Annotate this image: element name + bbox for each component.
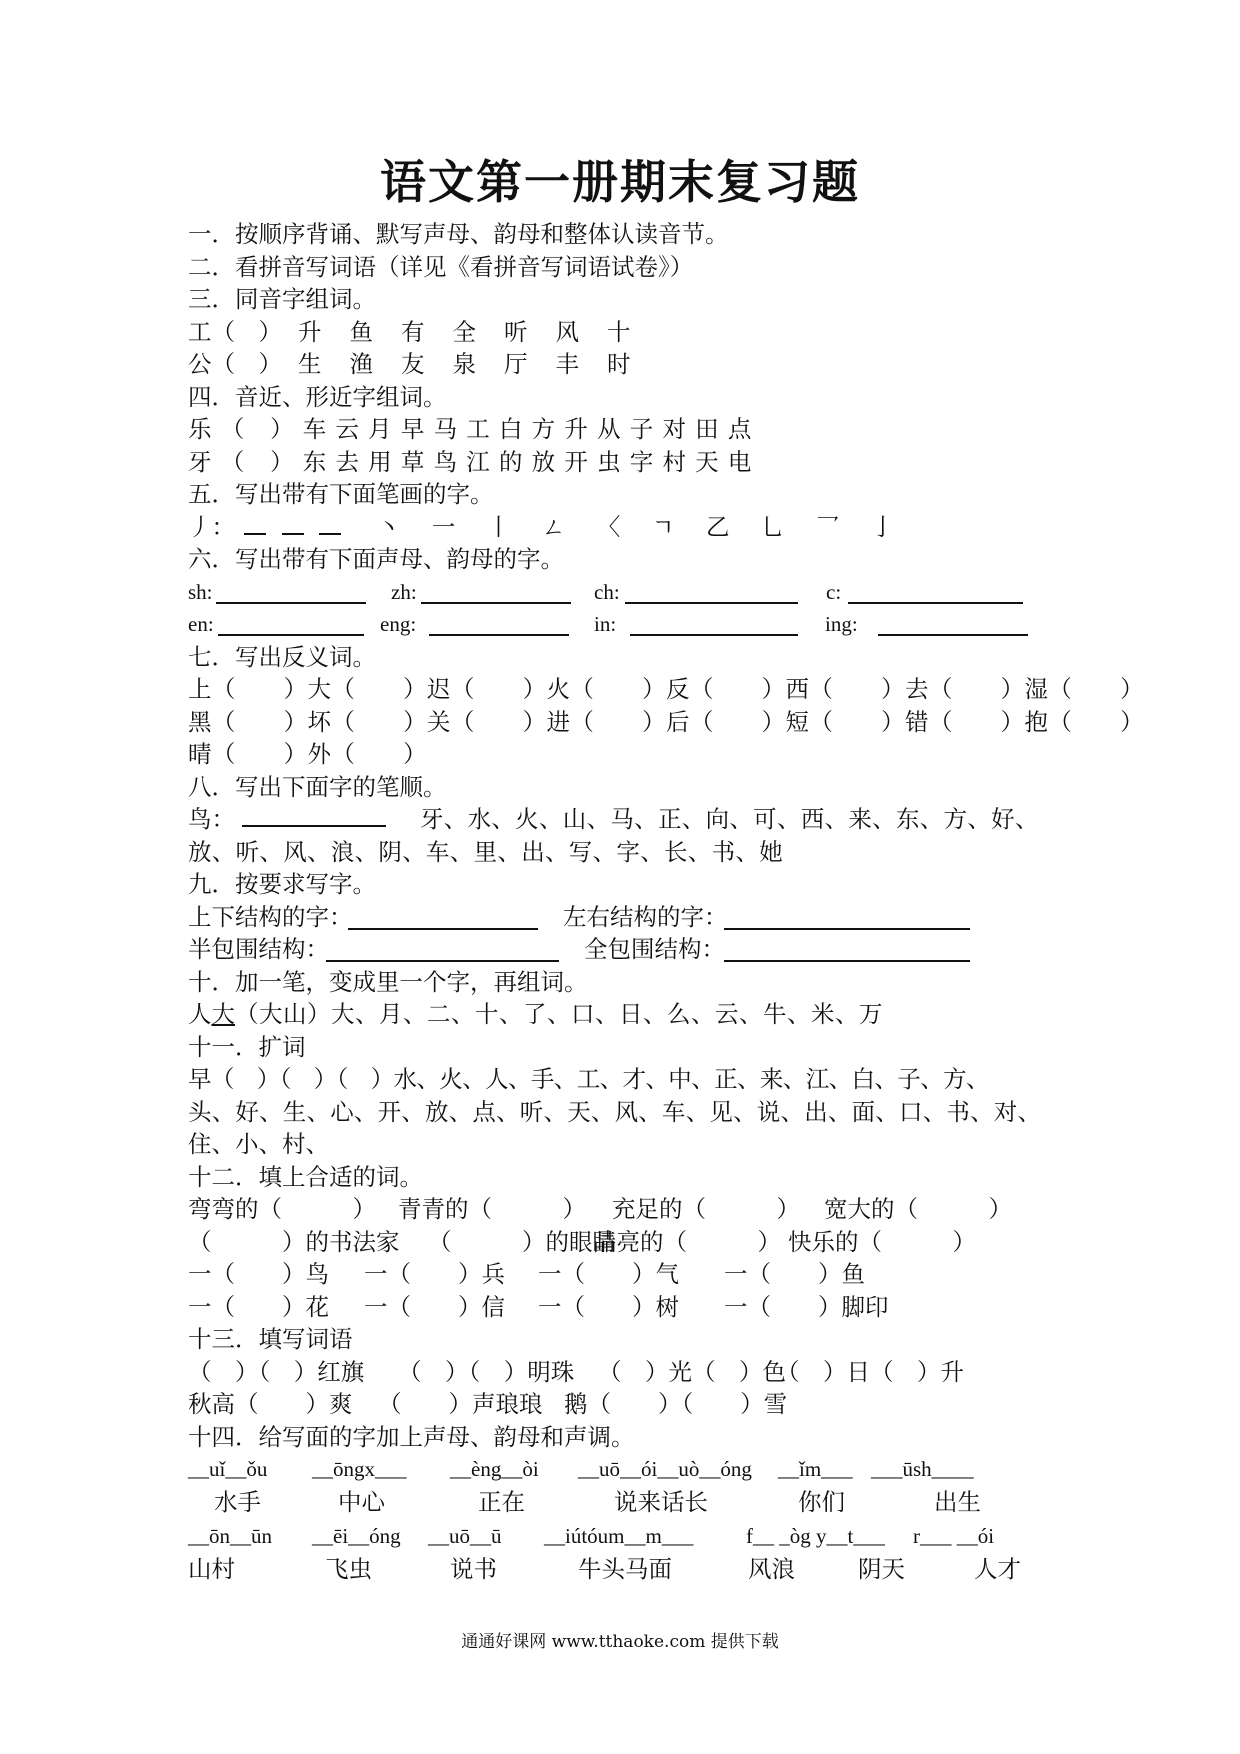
field-label: en: (188, 612, 214, 636)
word: 说来话长 (614, 1487, 708, 1516)
phrase: 秋高（ ）爽 (188, 1390, 353, 1418)
answer-blank[interactable] (282, 511, 304, 535)
section-4-row-1: 乐（ ）车云月早马工白方升从子对田点 (188, 415, 761, 443)
answer-blank[interactable] (878, 612, 1028, 636)
pinyin-blank: __uǐ__ǒu (188, 1457, 268, 1481)
field-label: 全包围结构： (584, 935, 725, 963)
section-3-row-2 (188, 348, 1068, 381)
phrase: 一（ ）兵 (364, 1260, 505, 1288)
page-title: 语文第一册期末复习题 (380, 155, 860, 209)
row-label: 工（ ） (188, 317, 282, 346)
char-list: 牙、水、火、山、马、正、向、可、西、来、东、方、好、 (419, 805, 1039, 833)
phrase: （ ）光（ ）色 (598, 1357, 786, 1386)
section-14-pinyin-row-2 (188, 1520, 1068, 1553)
section-12-row-2 (188, 1226, 1068, 1259)
field-label: eng: (380, 612, 417, 636)
section-13-heading: 十三．填写词语 (188, 1325, 353, 1353)
phrase: （ ）日（ ）升 (776, 1357, 964, 1386)
section-3-heading: 三．同音字组词。 (188, 285, 376, 313)
section-5-heading: 五．写出带有下面笔画的字。 (188, 480, 494, 508)
field-label: 上下结构的字： (188, 902, 353, 931)
answer-blank[interactable] (630, 612, 798, 636)
answer-blank[interactable] (216, 580, 366, 604)
word: 正在 (478, 1487, 525, 1516)
phrase: 充足的（ ） (612, 1195, 800, 1223)
pinyin-blank: __èng__òi (450, 1457, 539, 1481)
phrase: 一（ ）花 (188, 1292, 329, 1321)
section-4-row-2: 牙（ ）东去用草鸟江的放开虫字村天电 (188, 447, 761, 476)
phrase: （ ）的眼睛 (428, 1227, 616, 1256)
phrase: 一（ ）气 (538, 1260, 679, 1288)
field-label: zh: (391, 579, 417, 604)
answer-blank[interactable] (348, 906, 538, 930)
pinyin-blank: __ǐm___ (778, 1457, 853, 1481)
answer-blank[interactable] (625, 580, 798, 604)
field-label: in: (594, 612, 617, 636)
pinyin-blank: __iútóum__m___ (544, 1524, 694, 1548)
word: 水手 (214, 1487, 261, 1516)
answer-blank[interactable] (218, 612, 364, 636)
phrase: （ ）声琅琅 (378, 1390, 543, 1418)
footer-credit: 通通好课网 www.tthaoke.com 提供下载 (461, 1632, 779, 1652)
answer-blank[interactable] (724, 938, 970, 962)
word: 中心 (338, 1487, 385, 1516)
pinyin-blank: __ōn__ūn (188, 1524, 272, 1548)
section-5-strokes (188, 511, 1068, 544)
section-12-heading: 十二．填上合适的词。 (188, 1162, 423, 1191)
section-10-heading: 十．加一笔，变成里一个字，再组词。 (188, 967, 588, 996)
answer-blank[interactable] (848, 580, 1023, 604)
word: 牛头马面 (578, 1554, 672, 1583)
section-11-row-2: 头、好、生、心、开、放、点、听、天、风、车、见、说、出、面、口、书、对、 (188, 1097, 1042, 1126)
section-13-row-1 (188, 1356, 1068, 1389)
answer-blank[interactable] (319, 511, 341, 535)
pinyin-blank: ___ūsh____ (871, 1457, 974, 1481)
answer-blank[interactable] (326, 938, 559, 962)
pinyin-blank: __ēi__óng (312, 1524, 401, 1548)
section-8-row-2: 放、听、风、浪、阴、车、里、出、写、字、长、书、她 (188, 837, 783, 866)
section-14-pinyin-row-1 (188, 1453, 1068, 1486)
pinyin-blank: f__ _òg y__t___ (746, 1524, 885, 1548)
pinyin-blank: __ōngx___ (312, 1457, 407, 1481)
section-7-row-2: 黑（ ）坏（ ）关（ ）进（ ）后（ ）短（ ）错（ ）抱（ ） (188, 707, 1144, 736)
answer-blank[interactable] (421, 580, 571, 604)
word: 人才 (974, 1554, 1021, 1583)
phrase: 晶亮的（ ） (593, 1227, 781, 1256)
section-7-row-1: 上（ ）大（ ）迟（ ）火（ ）反（ ）西（ ）去（ ）湿（ ） (188, 675, 1144, 703)
word: 出生 (934, 1487, 981, 1516)
field-label: sh: (188, 579, 213, 604)
field-label: 半包围结构： (188, 935, 329, 963)
section-1-heading: 一．按顺序背诵、默写声母、韵母和整体认读音节。 (188, 220, 729, 248)
section-6-row-1 (188, 576, 1068, 609)
char-list: （大山）大、月、二、十、了、口、日、么、云、牛、米、万 (235, 1000, 883, 1028)
section-14-chars-row-2 (188, 1553, 1068, 1586)
char-list: 升鱼有全听风十 (298, 317, 659, 346)
answer-blank[interactable] (429, 612, 569, 636)
answer-blank[interactable] (244, 511, 266, 535)
first-stroke-label: 丿： (188, 512, 235, 541)
section-7-heading: 七．写出反义词。 (188, 642, 376, 671)
section-13-row-2 (188, 1388, 1068, 1421)
phrase: 一（ ）鱼 (724, 1260, 865, 1288)
phrase: （ ）的书法家 (188, 1227, 400, 1256)
phrase: 一（ ）脚印 (724, 1292, 889, 1321)
section-14-heading: 十四．给写面的字加上声母、韵母和声调。 (188, 1422, 635, 1451)
row-label: 公（ ） (188, 350, 282, 378)
phrase: 青青的（ ） (398, 1195, 586, 1223)
phrase: （ ）（ ）明珠 (398, 1357, 575, 1386)
char-list: 生渔友泉厅丰时 (298, 350, 659, 378)
section-9-row-1 (188, 901, 1068, 934)
section-14-chars-row-1 (188, 1486, 1068, 1519)
pinyin-blank: r___ __ói (913, 1524, 995, 1548)
section-8-row-1 (188, 803, 1068, 836)
word: 说书 (450, 1554, 497, 1583)
field-label: ing: (825, 612, 858, 636)
word: 飞虫 (325, 1554, 372, 1583)
section-9-row-2 (188, 933, 1068, 966)
section-2-heading: 二．看拼音写词语（详见《看拼音写词语试卷》） (188, 252, 694, 281)
worksheet-content (188, 218, 1144, 1585)
field-label: c: (826, 579, 842, 604)
example-char: 大 (211, 1000, 235, 1028)
word: 你们 (798, 1487, 845, 1516)
field-label: ch: (594, 579, 620, 604)
section-11-heading: 十一．扩词 (188, 1032, 306, 1061)
section-12-row-1 (188, 1193, 1068, 1226)
section-7-row-3: 晴（ ）外（ ） (188, 740, 427, 768)
field-label: 左右结构的字： (563, 902, 728, 931)
section-12-row-3 (188, 1258, 1068, 1291)
answer-blank[interactable] (242, 803, 386, 827)
stroke-order-label: 鸟： (188, 805, 235, 833)
word: 山村 (188, 1554, 235, 1583)
section-9-heading: 九．按要求写字。 (188, 870, 376, 898)
word: 风浪 (748, 1554, 795, 1583)
section-4-heading: 四．音近、形近字组词。 (188, 382, 447, 411)
section-11-row-1: 早（ ）（ ）（ ）水、火、人、手、工、才、中、正、来、江、白、子、方、 (188, 1065, 989, 1093)
phrase: 一（ ）信 (364, 1292, 505, 1321)
lead-char: 人 (188, 1000, 212, 1028)
section-8-heading: 八．写出下面字的笔顺。 (188, 772, 447, 801)
phrase: 一（ ）树 (538, 1292, 679, 1321)
section-10-row (188, 998, 1068, 1031)
section-6-heading: 六．写出带有下面声母、韵母的字。 (188, 545, 564, 573)
answer-blank[interactable] (724, 906, 970, 930)
word: 阴天 (858, 1554, 905, 1583)
phrase: 宽大的（ ） (824, 1195, 1012, 1223)
section-3-row-1 (188, 316, 1068, 349)
phrase: 弯弯的（ ） (188, 1195, 376, 1223)
section-6-row-2 (188, 608, 1068, 641)
phrase: 鹅（ ）（ ）雪 (564, 1390, 788, 1418)
phrase: 一（ ）鸟 (188, 1260, 329, 1288)
pinyin-blank: __uō__ói__uò__óng (578, 1457, 752, 1481)
section-11-row-3: 住、小、村、 (188, 1130, 329, 1158)
stroke-list: 丶 一 丨 ㄥ 〈 ㄱ 乙 乚 乛 亅 (376, 512, 895, 541)
phrase: 快乐的（ ） (788, 1227, 976, 1256)
phrase: （ ）（ ）红旗 (188, 1357, 365, 1386)
section-12-row-4 (188, 1291, 1068, 1324)
pinyin-blank: __uō__ū (428, 1524, 502, 1548)
